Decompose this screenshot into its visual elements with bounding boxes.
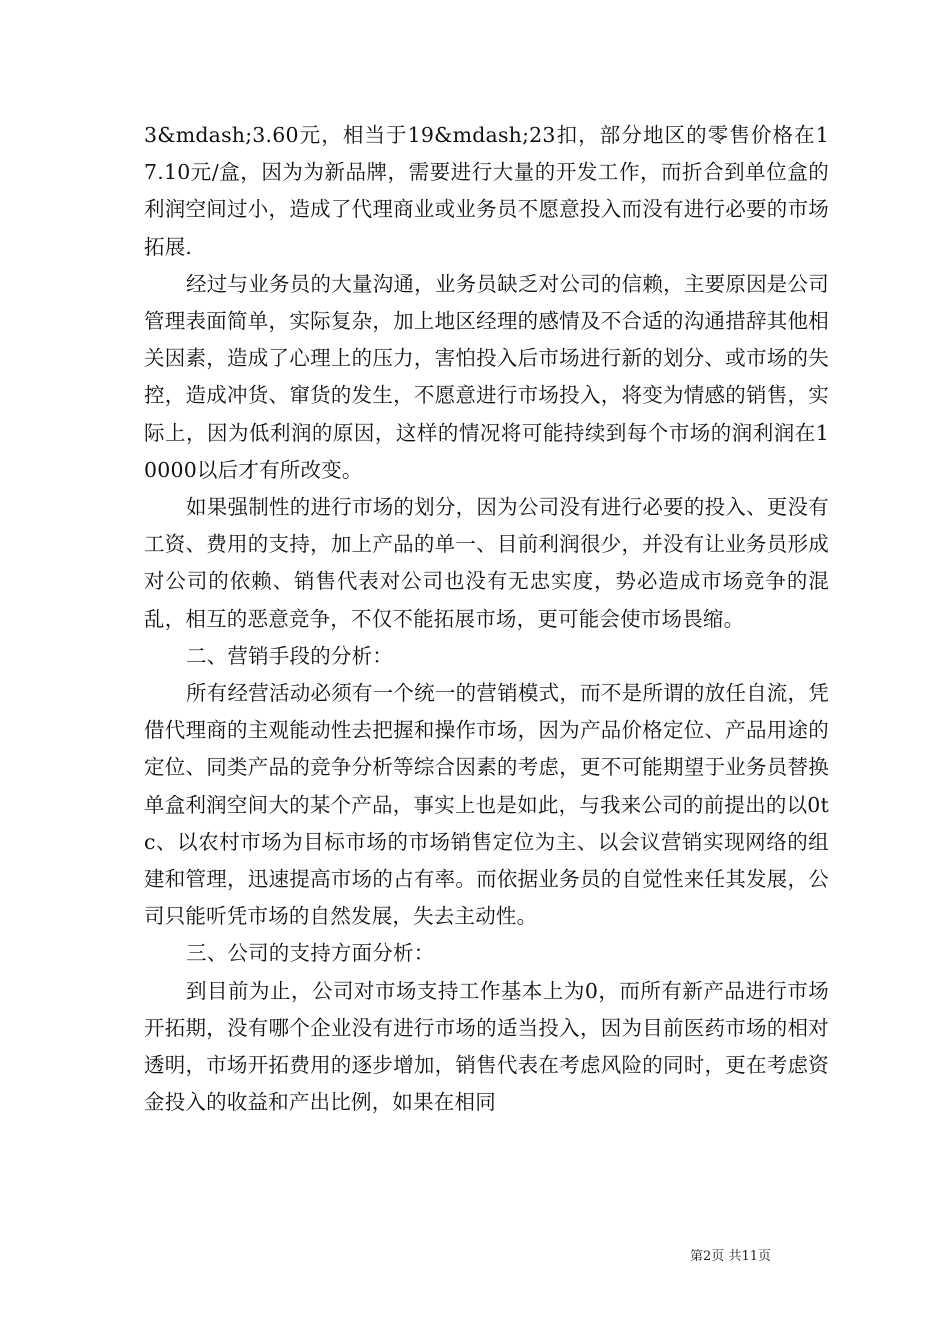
paragraph-5: 到目前为止，公司对市场支持工作基本上为0，而所有新产品进行市场开拓期，没有哪个企业没有进行市场的适当投入，因为目前医药市场的相对透明，市场开拓费用的逐步增加，销售代表在考虑风险的同时，更在考虑资金投入的收益和产出比例，如果在相同 [144,978,829,1115]
paragraph-4: 所有经营活动必须有一个统一的营销模式，而不是所谓的放任自流，凭借代理商的主观能动性去把握和操作市场，因为产品价格定位、产品用途的定位、同类产品的竞争分析等综合因素的考虑，更不可能期望于业务员替换单盒利润空间大的某个产品，事实上也是如此，与我来公司的前提出的以0tc、以农村市场为目标市场的市场销售定位为主、以会议营销实现网络的组建和管理，迅速提高市场的占有率。而依据业务员的自觉性来任其发展，公司只能听凭市场的自然发展，失去主动性。 [144,681,829,929]
paragraph-2: 经过与业务员的大量沟通，业务员缺乏对公司的信赖，主要原因是公司管理表面简单，实际复杂，加上地区经理的感情及不合适的沟通措辞其他相关因素，造成了心理上的压力，害怕投入后市场进行新的划分、或市场的失控，造成冲货、窜货的发生，不愿意进行市场投入，将变为情感的销售，实际上，因为低利润的原因，这样的情况将可能持续到每个市场的润利润在10000以后才有所改变。 [144,271,829,482]
footer-middle: 页 共 [711,1249,742,1264]
section-heading-marketing: 二、营销手段的分析： [186,643,393,668]
section-heading-support: 三、公司的支持方面分析： [186,941,435,966]
paragraph-3: 如果强制性的进行市场的划分，因为公司没有进行必要的投入、更没有工资、费用的支持，加上产品的单一、目前利润很少，并没有让业务员形成对公司的依赖、销售代表对公司也没有无忠实度，势必造成市场竞争的混乱，相互的恶意竞争，不仅不能拓展市场，更可能会使市场畏缩。 [144,495,829,631]
footer-current-page: 2 [703,1249,712,1264]
footer-prefix: 第 [690,1249,704,1264]
page-number-footer [690,1248,771,1266]
body-text [144,117,829,1121]
footer-total-pages: 11 [741,1249,758,1264]
paragraph-1: 3&mdash;3.60元，相当于19&mdash;23扣，部分地区的零售价格在17.10元/盒，因为为新品牌，需要进行大量的开发工作，而折合到单位盒的利润空间过小，造成了代理商业或业务员不愿意投入而没有进行必要的市场拓展. [144,123,829,259]
footer-suffix: 页 [757,1249,771,1264]
